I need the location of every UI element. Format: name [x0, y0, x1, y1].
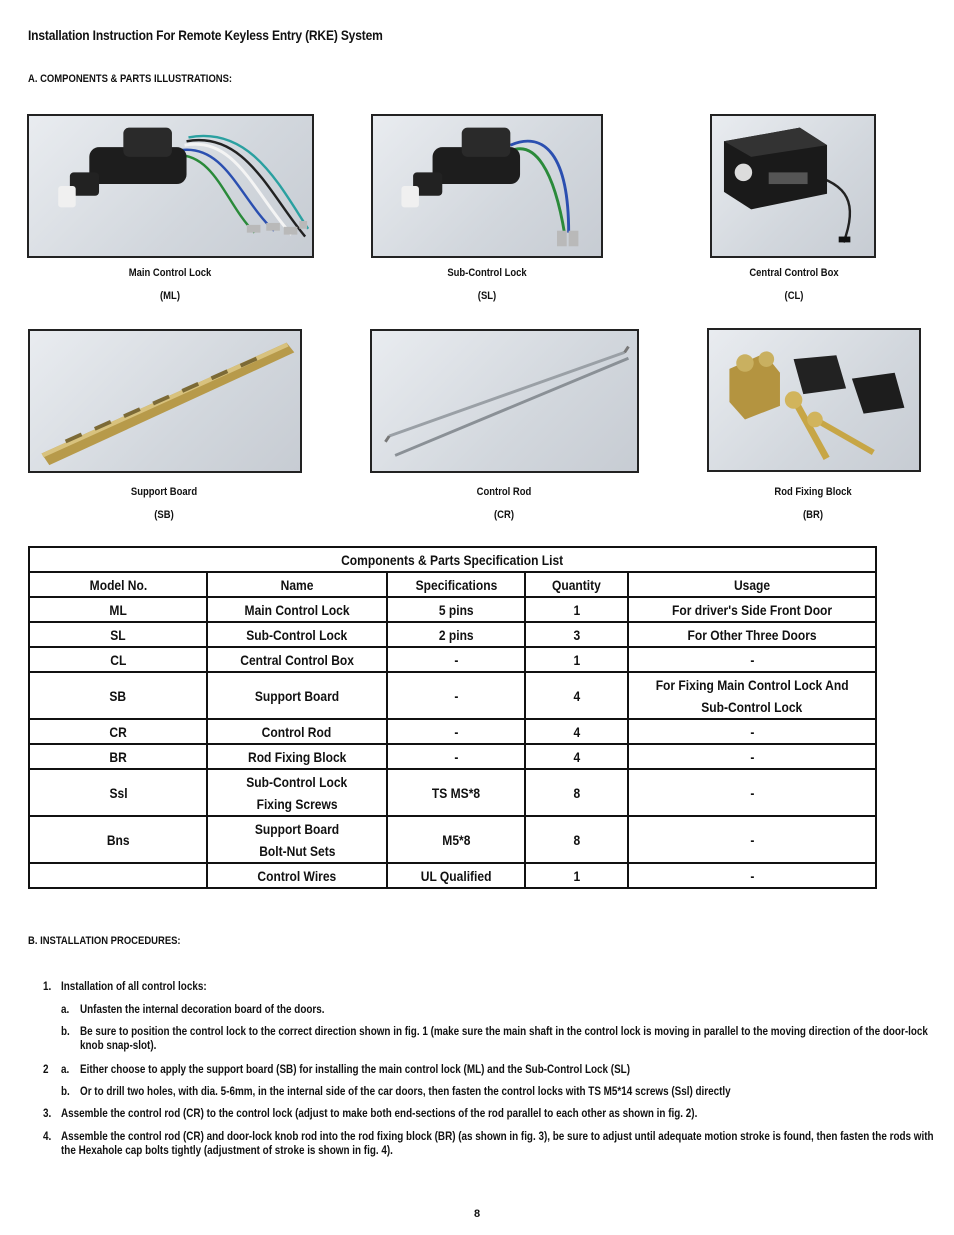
- model-cell: BR: [29, 744, 207, 769]
- quantity-cell: 4: [525, 672, 628, 719]
- name-cell: Support Board: [207, 672, 387, 719]
- name-cell: Control Rod: [207, 719, 387, 744]
- table-title-row: [29, 547, 876, 572]
- usage-cell: -: [628, 863, 876, 888]
- control-rod-photo: [370, 329, 639, 473]
- main-control-lock-photo: [27, 114, 314, 258]
- table-row: [29, 816, 876, 863]
- support-board-photo: [28, 329, 302, 473]
- central-control-box-photo: [710, 114, 876, 258]
- quantity-cell: 1: [525, 863, 628, 888]
- step-text: Unfasten the internal decoration board of the doors.: [80, 1004, 325, 1016]
- component-code: (ML): [160, 290, 180, 302]
- step-letter: b.: [61, 1086, 70, 1098]
- quantity-cell: 4: [525, 719, 628, 744]
- table-row: [29, 597, 876, 622]
- spec-cell: M5*8: [387, 816, 526, 863]
- component-caption-sl: [401, 262, 573, 308]
- step-text: Assemble the control rod (CR) to the control lock (adjust to make both end-sections of the rod parallel to each other as shown in fig. 2).: [61, 1108, 698, 1120]
- document-title: Installation Instruction For Remote Keyless Entry (RKE) System: [28, 27, 383, 43]
- step-text: Be sure to position the control lock to the correct direction shown in fig. 1 (make sure the main shaft in the control lock is moving in parallel to the moving direction of the door-lock knob snap-slot).: [80, 1026, 928, 1052]
- sub-control-lock-photo: [371, 114, 603, 258]
- table-row: [29, 863, 876, 888]
- step-text: Assemble the control rod (CR) and door-lock knob rod into the rod fixing block (BR) (as shown in fig. 3), be sure to adjust until adequate motion stroke is found, then fasten the rods with the Hexahole cap bolts tightly (adjustment of stroke is shown in fig. 4).: [61, 1131, 934, 1157]
- column-header: Name: [207, 572, 387, 597]
- step-number: 1.: [43, 981, 52, 993]
- model-cell: CR: [29, 719, 207, 744]
- column-header: Model No.: [29, 572, 207, 597]
- table-row: [29, 622, 876, 647]
- component-caption-cr: [418, 481, 590, 527]
- spec-cell: UL Qualified: [387, 863, 526, 888]
- name-cell: Sub-Control Lock: [207, 622, 387, 647]
- door-lock-actuator-icon: [29, 116, 312, 256]
- page-number: 8: [473, 1208, 481, 1220]
- component-code: (CL): [784, 290, 804, 302]
- component-name: Main Control Lock: [128, 267, 212, 279]
- name-cell: Central Control Box: [207, 647, 387, 672]
- spec-cell: -: [387, 719, 526, 744]
- spec-cell: 5 pins: [387, 597, 526, 622]
- component-name: Sub-Control Lock: [447, 267, 527, 279]
- component-name: Rod Fixing Block: [774, 486, 852, 498]
- step-letter: b.: [61, 1026, 70, 1038]
- rod-fixing-block-photo: [707, 328, 921, 472]
- component-caption-sb: [78, 481, 250, 527]
- control-box-icon: [712, 116, 874, 256]
- quantity-cell: 3: [525, 622, 628, 647]
- usage-cell: -: [628, 816, 876, 863]
- table-row: [29, 672, 876, 719]
- spec-cell: TS MS*8: [387, 769, 526, 816]
- step-number: 3.: [43, 1108, 52, 1120]
- section-a-heading: A. COMPONENTS & PARTS ILLUSTRATIONS:: [28, 73, 233, 85]
- table-header-row: [29, 572, 876, 597]
- table-row: [29, 769, 876, 816]
- support-board-icon: [30, 331, 300, 471]
- model-cell: SL: [29, 622, 207, 647]
- step-letter: a.: [61, 1064, 70, 1076]
- door-lock-actuator-icon: [373, 116, 601, 256]
- section-b-heading: B. INSTALLATION PROCEDURES:: [28, 935, 181, 947]
- spec-cell: -: [387, 672, 526, 719]
- name-cell: Control Wires: [207, 863, 387, 888]
- quantity-cell: 8: [525, 816, 628, 863]
- usage-cell: For Other Three Doors: [628, 622, 876, 647]
- usage-cell: -: [628, 719, 876, 744]
- component-name: Control Rod: [476, 486, 532, 498]
- component-caption-ml: [84, 262, 256, 308]
- component-code: (SL): [477, 290, 497, 302]
- model-cell: ML: [29, 597, 207, 622]
- spec-cell: -: [387, 647, 526, 672]
- spec-cell: 2 pins: [387, 622, 526, 647]
- usage-cell: For Fixing Main Control Lock And Sub-Control Lock: [628, 672, 876, 719]
- column-header: Quantity: [525, 572, 628, 597]
- name-cell: Sub-Control Lock Fixing Screws: [207, 769, 387, 816]
- usage-cell: -: [628, 769, 876, 816]
- table-row: [29, 719, 876, 744]
- table-title: Components & Parts Specification List: [29, 547, 876, 572]
- table-row: [29, 744, 876, 769]
- quantity-cell: 1: [525, 647, 628, 672]
- step-text: Or to drill two holes, with dia. 5-6mm, in the internal side of the car doors, then fasten the control locks with TS M5*14 screws (Ssl) directly: [80, 1086, 731, 1098]
- model-cell: Bns: [29, 816, 207, 863]
- spec-cell: -: [387, 744, 526, 769]
- column-header: Usage: [628, 572, 876, 597]
- component-code: (BR): [803, 509, 823, 521]
- step-text: Either choose to apply the support board (SB) for installing the main control lock (ML) and the Sub-Control Lock (SL): [80, 1064, 631, 1076]
- component-caption-br: [727, 481, 899, 527]
- component-name: Central Control Box: [749, 267, 839, 279]
- column-header: Specifications: [387, 572, 526, 597]
- name-cell: Rod Fixing Block: [207, 744, 387, 769]
- rod-fixing-block-icon: [709, 330, 919, 470]
- step-text: Installation of all control locks:: [61, 981, 207, 993]
- component-caption-cl: [708, 262, 880, 308]
- name-cell: Support Board Bolt-Nut Sets: [207, 816, 387, 863]
- quantity-cell: 1: [525, 597, 628, 622]
- step-number: 2: [43, 1064, 49, 1076]
- model-cell: [29, 863, 207, 888]
- control-rod-icon: [372, 331, 637, 471]
- spec-table: [28, 546, 877, 889]
- model-cell: SB: [29, 672, 207, 719]
- quantity-cell: 8: [525, 769, 628, 816]
- name-cell: Main Control Lock: [207, 597, 387, 622]
- usage-cell: -: [628, 744, 876, 769]
- component-name: Support Board: [130, 486, 198, 498]
- usage-cell: For driver's Side Front Door: [628, 597, 876, 622]
- step-letter: a.: [61, 1004, 70, 1016]
- component-code: (CR): [494, 509, 514, 521]
- usage-cell: -: [628, 647, 876, 672]
- step-number: 4.: [43, 1131, 52, 1143]
- component-code: (SB): [154, 509, 174, 521]
- quantity-cell: 4: [525, 744, 628, 769]
- table-row: [29, 647, 876, 672]
- model-cell: CL: [29, 647, 207, 672]
- model-cell: Ssl: [29, 769, 207, 816]
